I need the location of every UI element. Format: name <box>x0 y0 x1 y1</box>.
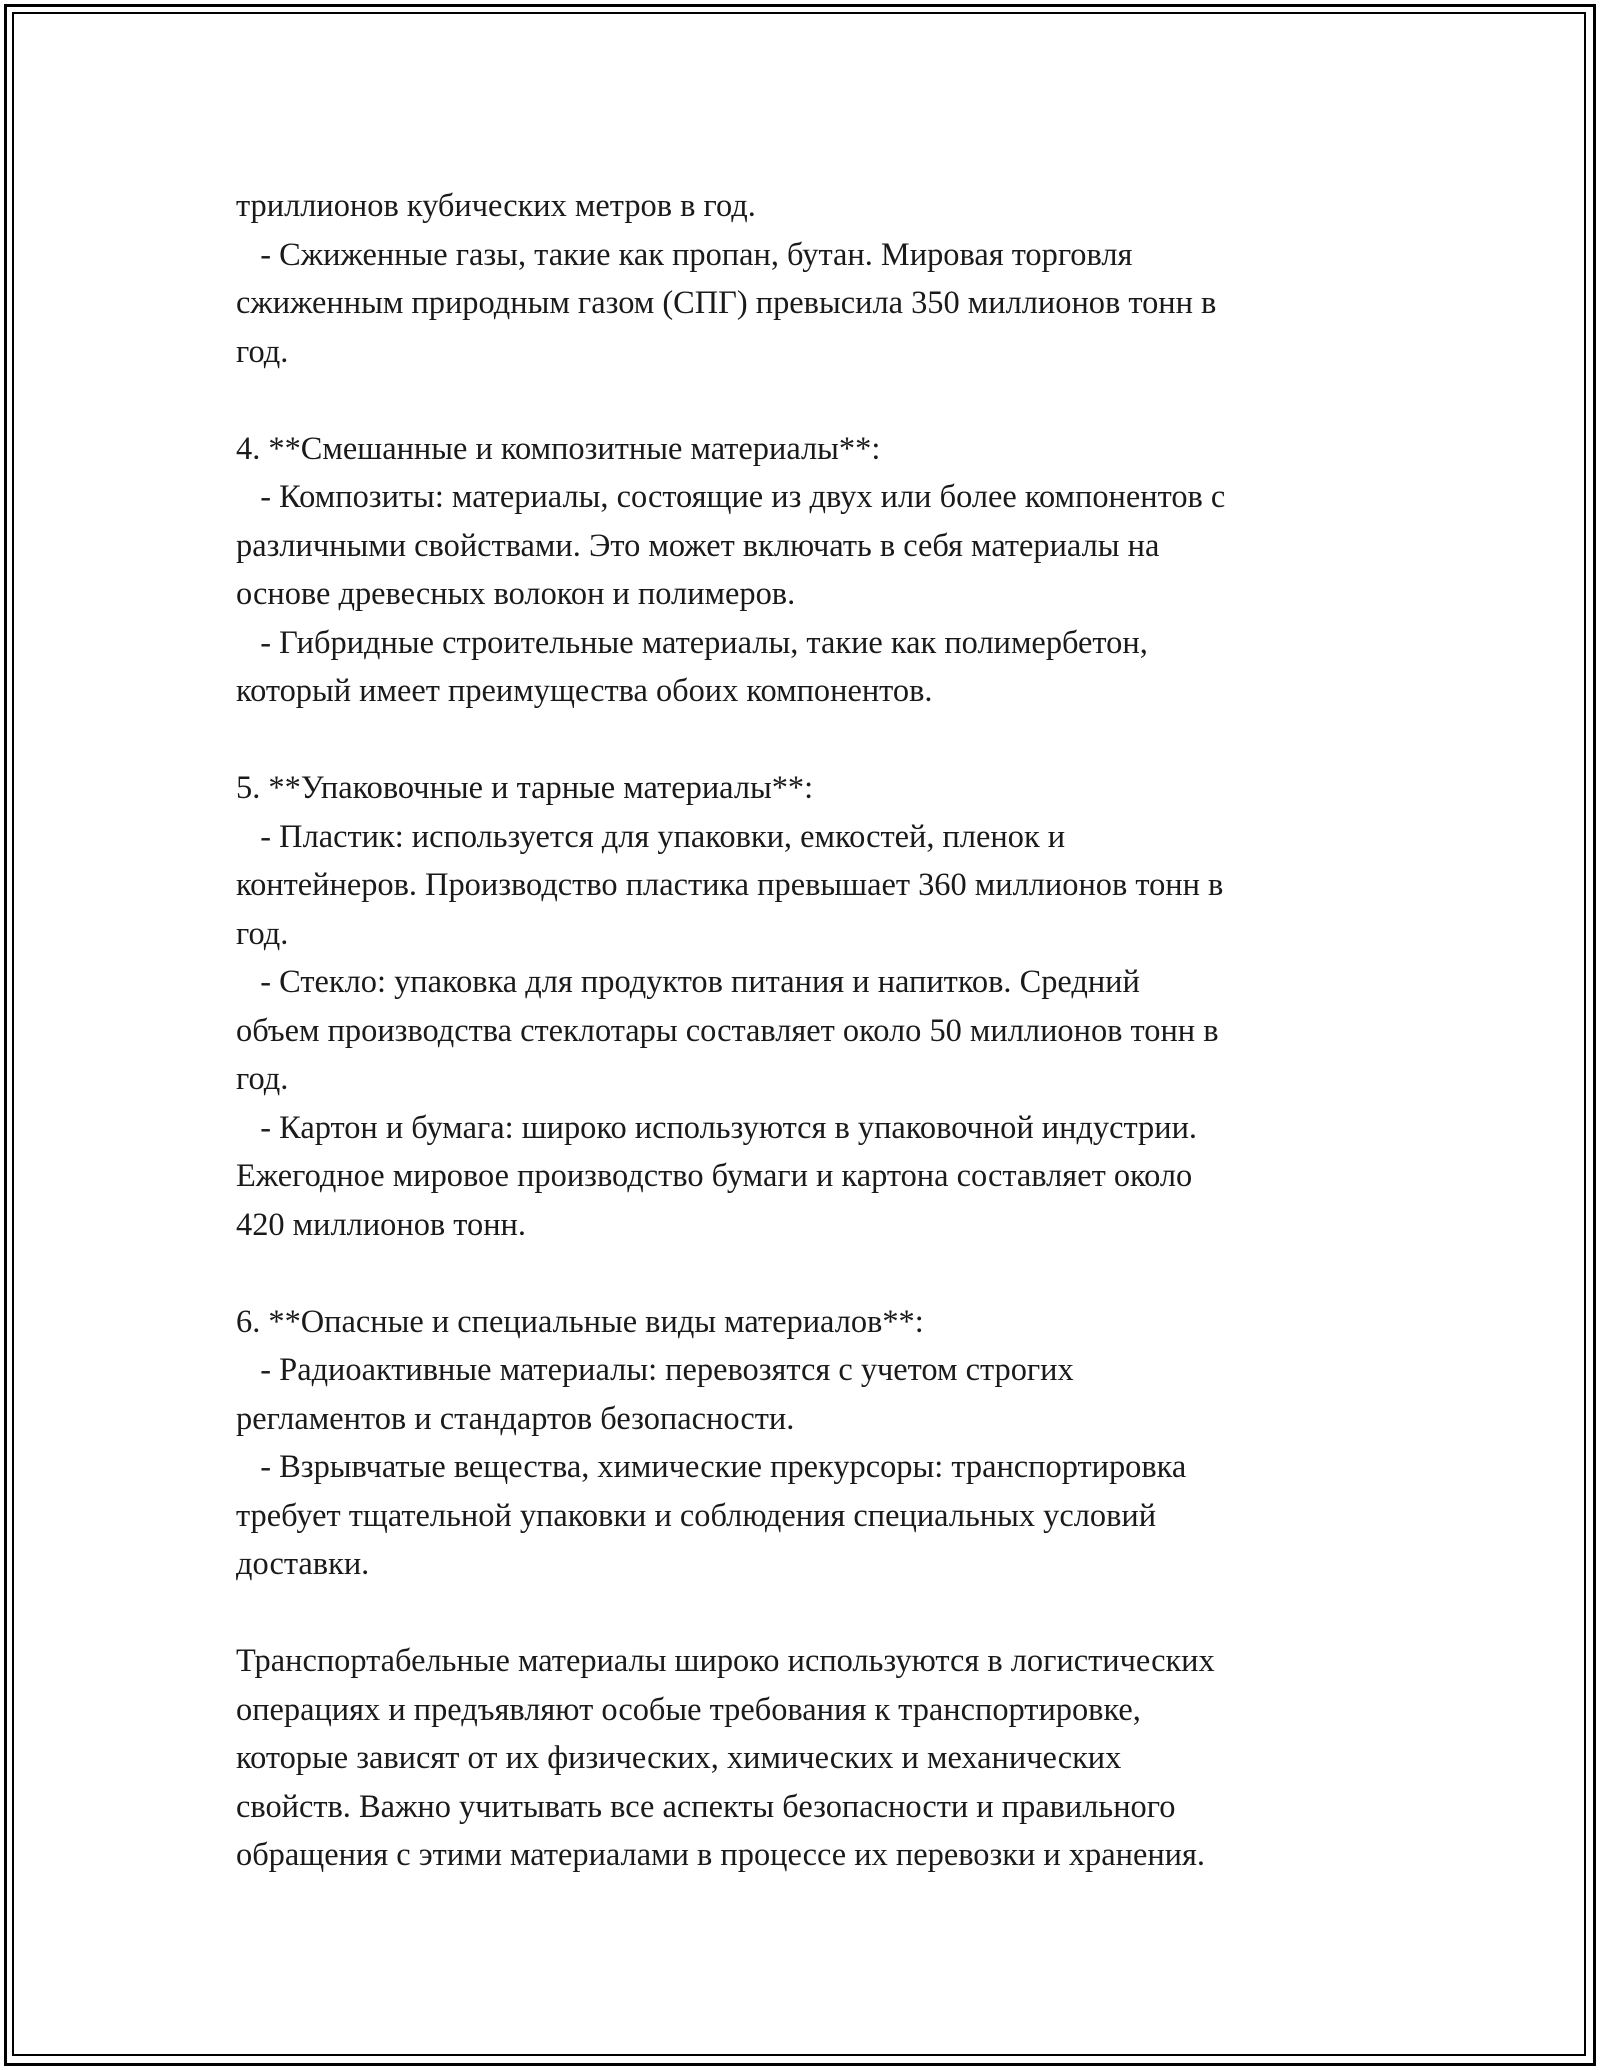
text-line: - Радиоактивные материалы: перевозятся с учетом строгих <box>236 1352 1074 1388</box>
text-line: который имеет преимущества обоих компонентов. <box>236 673 933 709</box>
conclusion-paragraph <box>236 1637 1386 1880</box>
paragraph-gap <box>236 1589 1386 1638</box>
text-line: - Картон и бумага: широко используются в упаковочной индустрии. <box>236 1109 1198 1146</box>
text-line: операциях и предъявляют особые требования к транспортировке, <box>236 1691 1141 1728</box>
intro-block <box>236 182 1386 376</box>
text-line: - Гибридные строительные материалы, такие как полимербетон, <box>236 624 1148 661</box>
text-line: которые зависят от их физических, химических и механических <box>236 1740 1122 1776</box>
paragraph-gap <box>236 716 1386 765</box>
text-line: - Пластик: используется для упаковки, емкостей, пленок и <box>236 818 1066 855</box>
text-line: объем производства стеклотары составляет около 50 миллионов тонн в <box>236 1012 1219 1049</box>
text-line: - Взрывчатые вещества, химические прекурсоры: транспортировка <box>236 1449 1187 1485</box>
text-line: требует тщательной упаковки и соблюдения специальных условий <box>236 1497 1157 1534</box>
paragraph-gap <box>236 376 1386 425</box>
text-line: - Стекло: упаковка для продуктов питания и напитков. Средний <box>236 964 1140 1000</box>
section-6 <box>236 1298 1386 1589</box>
section-heading: 4. **Смешанные и композитные материалы**: <box>236 430 881 467</box>
text-line: год. <box>236 1061 289 1097</box>
text-line: основе древесных волокон и полимеров. <box>236 576 796 612</box>
text-line: свойств. Важно учитывать все аспекты безопасности и правильного <box>236 1788 1176 1825</box>
section-heading: 5. **Упаковочные и тарные материалы**: <box>236 770 814 806</box>
text-line: сжиженным природным газом (СПГ) превысила 350 миллионов тонн в <box>236 285 1217 321</box>
text-line: - Композиты: материалы, состоящие из двух или более компонентов с <box>236 479 1226 515</box>
text-line: - Сжиженные газы, такие как пропан, бутан. Мировая торговля <box>236 236 1133 273</box>
text-line: обращения с этими материалами в процессе их перевозки и хранения. <box>236 1837 1205 1873</box>
text-line: триллионов кубических метров в год. <box>236 188 756 224</box>
text-line: контейнеров. Производство пластика превышает 360 миллионов тонн в <box>236 867 1224 903</box>
section-5 <box>236 764 1386 1249</box>
text-line: регламентов и стандартов безопасности. <box>236 1400 795 1437</box>
text-line: год. <box>236 915 289 952</box>
text-line: Ежегодное мировое производство бумаги и картона составляет около <box>236 1158 1193 1194</box>
text-line: год. <box>236 333 289 370</box>
text-line: 420 миллионов тонн. <box>236 1206 526 1243</box>
paragraph-gap <box>236 1249 1386 1298</box>
section-4 <box>236 425 1386 716</box>
section-heading: 6. **Опасные и специальные виды материалов**: <box>236 1303 924 1340</box>
text-line: доставки. <box>236 1546 370 1582</box>
text-line: различными свойствами. Это может включать в себя материалы на <box>236 527 1160 564</box>
document-body <box>236 182 1386 1880</box>
text-line: Транспортабельные материалы широко используются в логистических <box>236 1643 1215 1679</box>
